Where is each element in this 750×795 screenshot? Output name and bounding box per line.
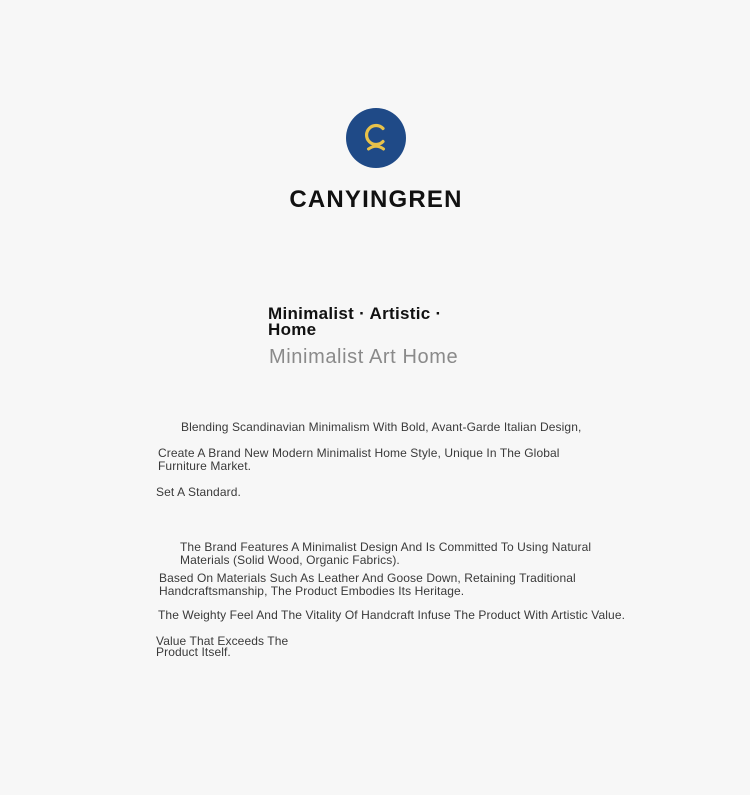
brand-name: CANYINGREN (289, 186, 463, 213)
paragraph-5: Based On Materials Such As Leather And Goose Down, Retaining Traditional Handcraftsmanship, The Product Embodies Its Heritage. (159, 571, 576, 598)
paragraph-4: The Brand Features A Minimalist Design And Is Committed To Using Natural Materials (Solid Wood, Organic Fabrics). (180, 540, 592, 567)
tagline: Minimalist · Artistic · Home (268, 304, 442, 339)
paragraph-6: The Weighty Feel And The Vitality Of Handcraft Infuse The Product With Artistic Value. (158, 608, 626, 622)
c-figure-logo-icon (346, 108, 406, 168)
paragraph-1: Blending Scandinavian Minimalism With Bold, Avant-Garde Italian Design, (181, 420, 582, 434)
brand-logo-icon (346, 108, 406, 168)
paragraph-7: Value That Exceeds The Product Itself. (156, 634, 289, 659)
paragraph-3: Set A Standard. (156, 485, 241, 499)
paragraph-2: Create A Brand New Modern Minimalist Home Style, Unique In The Global Furniture Market. (158, 446, 560, 473)
tagline-subtitle: Minimalist Art Home (269, 346, 459, 368)
